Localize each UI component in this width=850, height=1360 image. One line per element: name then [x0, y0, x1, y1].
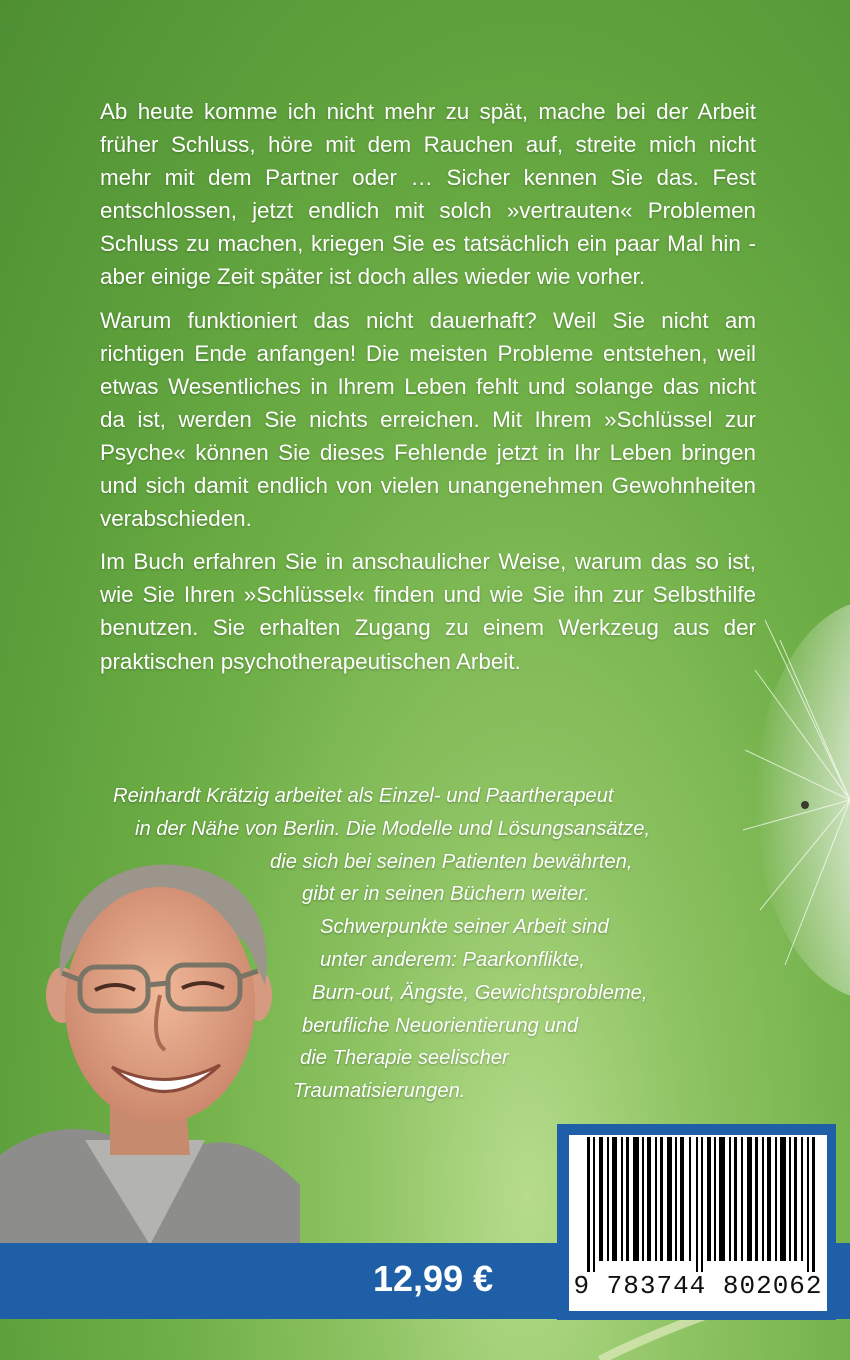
bio-line: berufliche Neuorientierung und — [302, 1015, 579, 1037]
price-label: 12,99 € — [373, 1258, 494, 1299]
bio-line: Schwerpunkte seiner Arbeit sind — [320, 916, 609, 938]
bio-line: Burn-out, Ängste, Gewichtsprobleme, — [312, 982, 648, 1004]
bio-line: Traumatisierungen. — [293, 1080, 466, 1102]
bio-line: in der Nähe von Berlin. Die Modelle und Lösungsansätze, — [135, 818, 651, 840]
bio-line: gibt er in seinen Büchern weiter. — [302, 883, 590, 905]
blurb-paragraph-1: Ab heute komme ich nicht mehr zu spät, mache bei der Arbeit früher Schluss, höre mit dem Rauchen auf, streite mich nicht mehr mit dem Partner oder … Sicher kennen Sie das. Fest entschlossen, jetzt endlich mit solch »vertrauten« Problemen Schluss zu machen, kriegen Sie es tatsächlich ein paar Mal hin - aber einige Zeit später ist doch alles wieder wie vorher. — [100, 99, 756, 290]
bio-line: die sich bei seinen Patienten bewährten, — [270, 851, 633, 873]
isbn-number: 9 783744 802062 — [573, 1271, 823, 1301]
bio-line: die Therapie seelischer — [300, 1047, 509, 1069]
blurb-paragraph-2: Warum funktioniert das nicht dauerhaft? Weil Sie nicht am richtigen Ende anfangen! Die meisten Probleme entstehen, weil etwas Wesentliches in Ihrem Leben fehlt und solange das nicht da ist, werden Sie nichts erreichen. Mit Ihrem »Schlüssel zur Psyche« können Sie dieses Fehlende jetzt in Ihr Leben bringen und sich damit endlich von vielen unangenehmen Gewohnheiten verabschieden. — [100, 307, 756, 532]
bio-line: Reinhardt Krätzig arbeitet als Einzel- und Paartherapeut — [113, 785, 614, 807]
bio-line: unter anderem: Paarkonflikte, — [320, 949, 585, 971]
blurb-paragraph-3: Im Buch erfahren Sie in anschaulicher Weise, warum das so ist, wie Sie Ihren »Schlüssel« finden und wie Sie ihn zur Selbsthilfe benutzen. Sie erhalten Zugang zu einem Werkzeug aus der praktischen psychotherapeutischen Arbeit. — [100, 549, 756, 674]
barcode-icon — [581, 1137, 825, 1272]
